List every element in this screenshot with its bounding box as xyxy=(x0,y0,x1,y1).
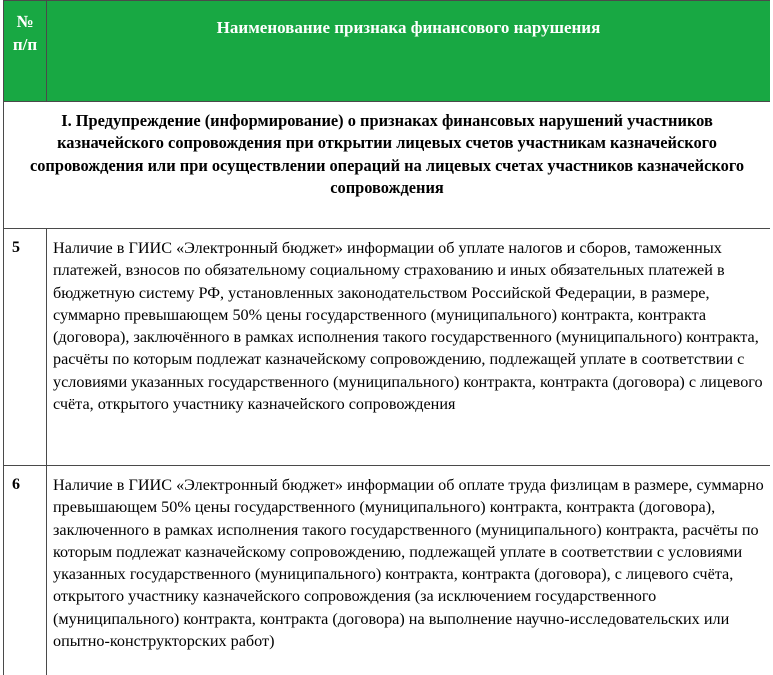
column-header-title: Наименование признака финансового нарушения xyxy=(47,1,771,102)
section-title: I. Предупреждение (информирование) о признаках финансовых нарушений участников казначейского сопровождения при открытии лицевых счетов участникам казначейского сопровождения или при осуществлении операций на лицевых счетах участников казначейского сопровождения xyxy=(4,102,771,229)
row-text: Наличие в ГИИС «Электронный бюджет» информации об уплате налогов и сборов, таможенных платежей, взносов по обязательному социальному страхованию и иных обязательных платежей в бюджетную систему РФ, установленных законодательством Российской Федерации, в размере, суммарно превышающем 50% цены государственного (муниципального) контракта, контракта (договора), заключённого в рамках исполнения такого государственного (муниципального) контракта, расчёты по которым подлежат казначейскому сопровождению, подлежащей уплате в соответствии с условиями указанных государственного (муниципального) контракта, контракта (договора) с лицевого счёта, открытого участнику казначейского сопровождения xyxy=(47,229,771,466)
row-text: Наличие в ГИИС «Электронный бюджет» информации об оплате труда физлицам в размере, суммарно превышающем 50% цены государственного (муниципального) контракта, контракта (договора), заключенного в рамках исполнения такого государственного (муниципального) контракта, расчёты по которым подлежат казначейскому сопровождению, подлежащей уплате в соответствии с условиями указанных государственного (муниципального) контракта, контракта (договора), с лицевого счёта, открытого участнику казначейского сопровождения (за исключением государственного (муниципального) контракта, контракта (договора) на выполнение научно-исследовательских или опытно-конструкторских работ) xyxy=(47,466,771,675)
column-header-number-line2: п/п xyxy=(12,35,38,54)
section-row xyxy=(4,102,771,229)
table-row xyxy=(4,466,771,675)
row-number: 5 xyxy=(4,229,47,466)
financial-violations-table-sheet xyxy=(3,0,770,675)
table-header-row xyxy=(4,1,771,102)
financial-violations-table xyxy=(3,0,770,675)
row-number: 6 xyxy=(4,466,47,675)
table-row xyxy=(4,229,771,466)
column-header-number-line1: № xyxy=(16,12,34,31)
column-header-number xyxy=(4,1,47,102)
